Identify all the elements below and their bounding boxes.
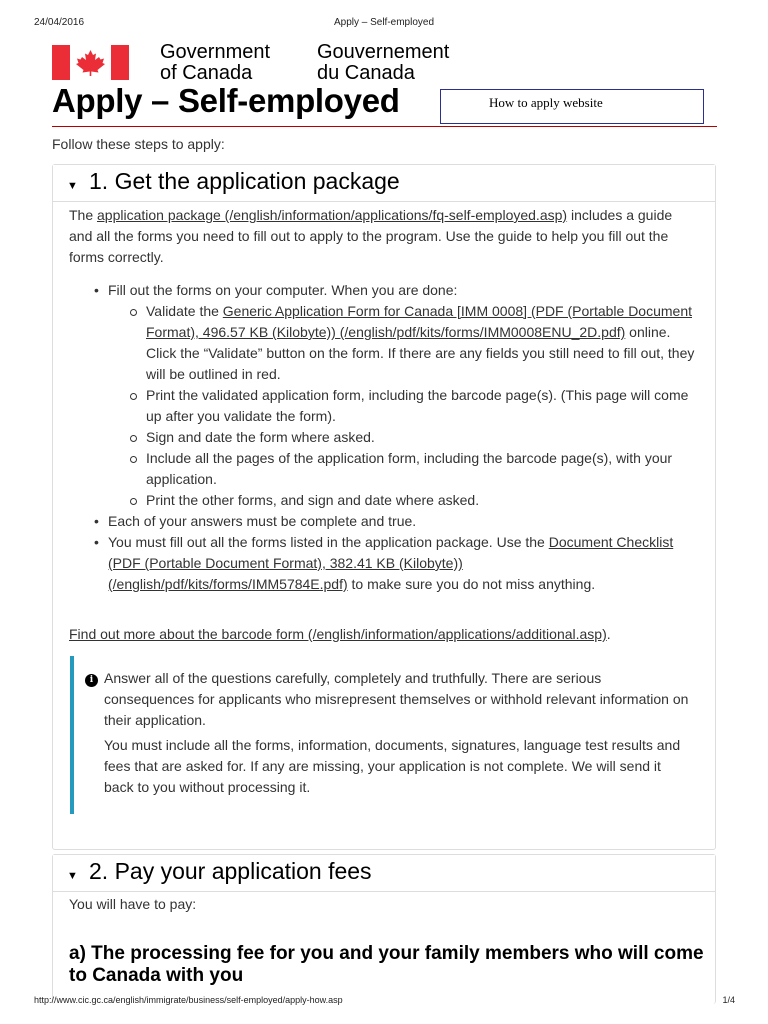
section2-title: 2. Pay your application fees	[89, 858, 372, 884]
checklist-rest: to make sure you do not miss anything.	[347, 576, 596, 592]
title-divider	[52, 126, 717, 127]
print-validated-text: Print the validated application form, including the barcode page(s). (This page will come up after you validate the form).	[146, 387, 689, 424]
page-title: Apply – Self-employed	[52, 82, 400, 119]
list-item	[128, 427, 702, 448]
list-item	[90, 511, 702, 532]
gov-fr-line2: du Canada	[317, 62, 415, 84]
package-paragraph	[69, 205, 699, 268]
complete-true-text: Each of your answers must be complete and true.	[108, 513, 417, 529]
document-checklist-link[interactable]: Document Checklist (PDF (Portable Document Format), 382.41 KB (Kilobyte)) (/english/pdf/kits/forms/IMM5784E.pdf)	[108, 534, 674, 592]
alert-paragraph-2: You must include all the forms, information, documents, signatures, language test results and fees that are asked for. If any are missing, your application is not complete. We will send it back to you without processing it.	[104, 737, 681, 795]
how-to-apply-link[interactable]: How to apply website	[440, 89, 704, 124]
sub-list	[108, 301, 702, 511]
section2-header[interactable]	[53, 855, 715, 892]
canada-flag-icon	[52, 45, 129, 80]
list-item	[128, 448, 702, 490]
checklist-lead: You must fill out all the forms listed in the application package. Use the	[108, 534, 549, 550]
alert-paragraph-1: Answer all of the questions carefully, completely and truthfully. There are serious consequences for applicants who misrepresent themselves or withhold relevant information on their application.	[104, 670, 689, 728]
barcode-period: .	[606, 626, 611, 642]
print-title: Apply – Self-employed	[333, 17, 435, 28]
section1-header[interactable]	[53, 165, 715, 202]
list-item	[128, 385, 702, 427]
list-item	[128, 301, 702, 385]
gouvernement-du-canada-wordmark	[317, 42, 449, 84]
bullet-fill-out-forms: Fill out the forms on your computer. When you are done:	[108, 282, 458, 298]
fees-intro: You will have to pay:	[69, 896, 197, 912]
list-item	[90, 532, 702, 595]
caret-down-icon: ▼	[67, 870, 78, 882]
package-paragraph-lead: The	[69, 207, 98, 223]
info-icon: i	[85, 674, 98, 687]
processing-fee-heading: a) The processing fee for you and your family members who will come to Canada with you	[69, 943, 704, 986]
section1-title: 1. Get the application package	[89, 168, 400, 194]
caret-down-icon: ▼	[67, 180, 78, 192]
sign-date-text: Sign and date the form where asked.	[146, 429, 375, 445]
validate-rest: online. Click the “Validate” button on the form. If there are any fields you still need to fill out, they will be outlined in red.	[146, 324, 695, 382]
barcode-paragraph	[69, 624, 611, 645]
gov-en-line1: Government	[160, 41, 271, 63]
gov-en-line2: of Canada	[160, 62, 253, 84]
list-item	[128, 490, 702, 511]
info-alert	[70, 656, 700, 814]
validate-lead: Validate the	[146, 303, 223, 319]
package-paragraph-rest: includes a guide and all the forms you need to fill out to apply to the program. Use the guide to help you fill out the forms correctly.	[69, 207, 673, 265]
list-item	[90, 280, 702, 511]
barcode-form-link[interactable]: Find out more about the barcode form (/english/information/applications/additional.asp)	[69, 626, 607, 642]
include-pages-text: Include all the pages of the application form, including the barcode page(s), with your application.	[146, 450, 673, 487]
print-url: http://www.cic.gc.ca/english/immigrate/business/self-employed/apply-how.asp	[34, 995, 343, 1005]
print-page-number: 1/4	[722, 995, 735, 1005]
application-package-link[interactable]: application package (/english/information/applications/fq-self-employed.asp)	[97, 207, 568, 223]
print-date: 24/04/2016	[34, 17, 85, 28]
gov-fr-line1: Gouvernement	[317, 41, 450, 63]
instructions-list	[90, 280, 702, 595]
intro-text: Follow these steps to apply:	[52, 136, 225, 152]
print-other-forms-text: Print the other forms, and sign and date where asked.	[146, 492, 480, 508]
government-of-canada-wordmark	[160, 42, 270, 84]
imm0008-form-link[interactable]: Generic Application Form for Canada [IMM 0008] (PDF (Portable Document Format), 496.57 KB (Kilobyte)) (/english/pdf/kits/forms/IMM0008ENU_2D.pdf)	[146, 303, 692, 340]
